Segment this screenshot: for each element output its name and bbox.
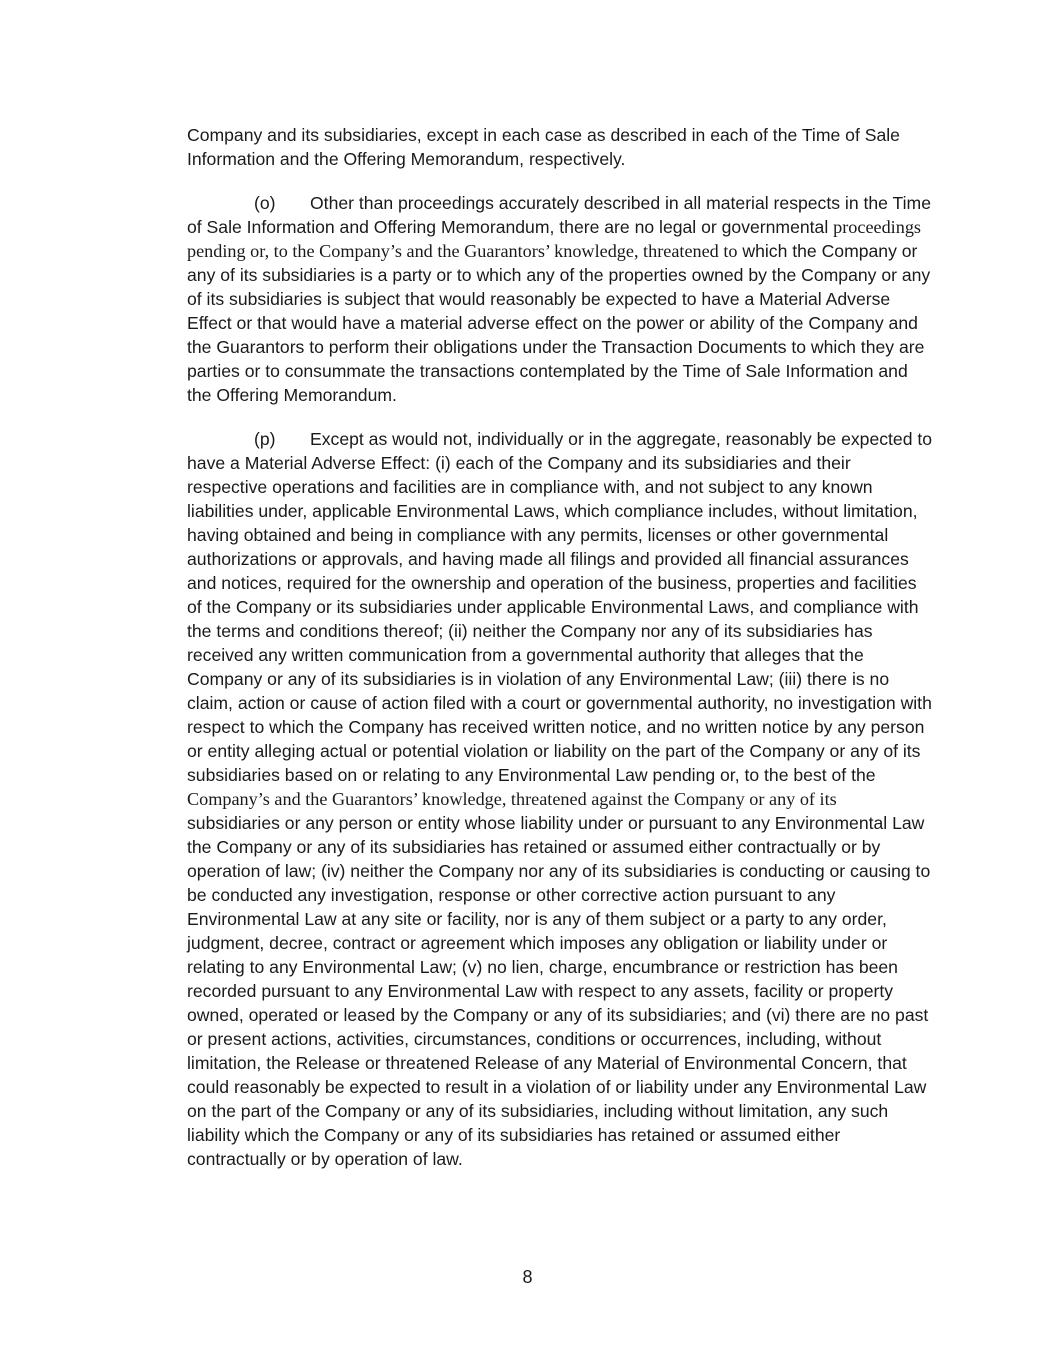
- paragraph-o-text-part2: which the Company or any of its subsidiaries is a party or to which any of the properties owned by the Company or any of its subsidiaries is subject that would reasonably be expected to have a Material Adverse Effect or that would have a material adverse effect on the power or ability of the Company and the Guarantors to perform their obligations under the Transaction Documents to which they are parties or to consummate the transactions contemplated by the Time of Sale Information and the Offering Memorandum.: [187, 241, 931, 405]
- paragraph-p-text-part1: Except as would not, individually or in the aggregate, reasonably be expected to have a Material Adverse Effect: (i) each of the Company and its subsidiaries and their respective operations and facilities are in compliance with, and not subject to any known liabilities under, applicable Environmental Laws, which compliance includes, without limitation, having obtained and being in compliance with any permits, licenses or other governmental authorizations or approvals, and having made all filings and provided all financial assurances and notices, required for the ownership and operation of the business, properties and facilities of the Company or its subsidiaries under applicable Environmental Laws, and compliance with the terms and conditions thereof; (ii) neither the Company nor any of its subsidiaries has received any written communication from a governmental authority that alleges that the Company or any of its subsidiaries is in violation of any Environmental Law; (iii) there is no claim, action or cause of action filed with a court or governmental authority, no investigation with respect to which the Company has received written notice, and no written notice by any person or entity alleging actual or potential violation or liability on the part of the Company or any of its subsidiaries based on or relating to any Environmental Law pending or, to the best of the: [187, 429, 933, 785]
- paragraph-p: [187, 427, 933, 1171]
- paragraph-o-text-serif: proceedings pending or, to the Company’s and the Guarantors’ knowledge, threatened to: [187, 217, 921, 261]
- document-body: [187, 123, 933, 1191]
- paragraph-continuation: [187, 123, 933, 171]
- page-number: 8: [522, 1267, 533, 1287]
- paragraph-p-text-serif: Company’s and the Guarantors’ knowledge, threatened against the Company or any of its: [187, 789, 837, 809]
- paragraph-p-text-part2: subsidiaries or any person or entity whose liability under or pursuant to any Environmental Law the Company or any of its subsidiaries has retained or assumed either contractually or by operation of law; (iv) neither the Company nor any of its subsidiaries is conducting or causing to be conducted any investigation, response or other corrective action pursuant to any Environmental Law at any site or facility, nor is any of them subject or a party to any order, judgment, decree, contract or agreement which imposes any obligation or liability under or relating to any Environmental Law; (v) no lien, charge, encumbrance or restriction has been recorded pursuant to any Environmental Law with respect to any assets, facility or property owned, operated or leased by the Company or any of its subsidiaries; and (vi) there are no past or present actions, activities, circumstances, conditions or occurrences, including, without limitation, the Release or threatened Release of any Material of Environmental Concern, that could reasonably be expected to result in a violation of or liability under any Environmental Law on the part of the Company or any of its subsidiaries, including without limitation, any such liability which the Company or any of its subsidiaries has retained or assumed either contractually or by operation of law.: [187, 813, 931, 1169]
- paragraph-continuation-text: Company and its subsidiaries, except in each case as described in each of the Time of Sale Information and the Offering Memorandum, respectively.: [187, 125, 900, 169]
- paragraph-o-text-part1: Other than proceedings accurately described in all material respects in the Time of Sale Information and Offering Memorandum, there are no legal or governmental: [187, 193, 931, 237]
- paragraph-o-label: (o): [254, 193, 276, 213]
- paragraph-o: [187, 191, 933, 407]
- paragraph-p-label: (p): [254, 429, 276, 449]
